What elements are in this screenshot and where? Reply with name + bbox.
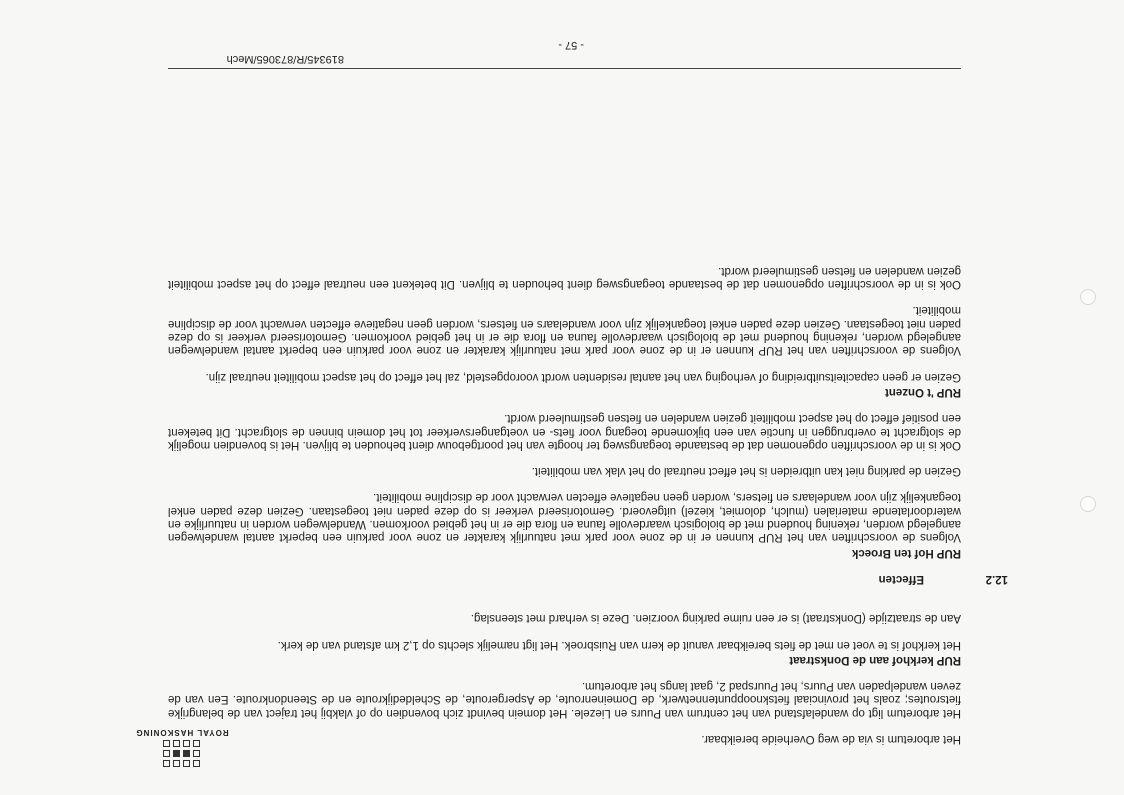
section-title: Effecten [878,572,924,585]
paragraph: Gezien de parking niet kan uitbreiden is het effect neutraal op het vlak van mobiliteit. [531,465,961,478]
subheading-hof-ten-broeck: RUP Hof ten Broeck [851,546,961,559]
section-heading [168,572,1008,585]
subheading-onzent: RUP 't Onzent [885,385,961,398]
footer-divider [168,68,961,69]
paragraph: Het arboretum ligt op wandelafstand van het centrum van Puurs en Liezele. Het domein bevindt zich bovendien op of vlakbij het traject van de belangrijke fietsroutes; zoals het provinciaal fietsknooppuntennetwerk, de Domeinenroute, de Aspergeroute, de Scheldedijkroute en de Steendonkroute. Een van de zeven wandelpaden van Puurs, het Puurspad 2, gaat langs het arboretum. [168,680,961,719]
paragraph: Aan de straatzijde (Donkstraat) is er een ruime parking voorzien. Deze is verhard met steenslag. [470,612,961,625]
paragraph: Ook is in de voorschriften opgenomen dat de bestaande toegangsweg ter hoogte van het poortgebouw dient behouden te blijven. Het is bovendien mogelijk de slotgracht te overbruggen in functie van een bijkomende toegang voor fiets- en voetgangersverkeer tot het domein binnen de slotgracht. Dit betekent een positief effect op het aspect mobiliteit gezien wandelen en fietsen gestimuleerd wordt. [168,412,961,451]
paragraph: Gezien er geen capaciteitsuitbreiding of verhoging van het aantal residenten wordt vooropgesteld, zal het effect op het aspect mobiliteit neutraal zijn. [205,370,961,383]
page-number: - 57 - [558,39,584,51]
punch-hole-icon [1080,496,1096,512]
paragraph: Het arboretum is via de weg Overheide bereikbaar. [701,733,961,745]
page-content [168,251,1008,745]
paragraph: Het kerkhof is te voet en met de fiets bereikbaar vanuit de kern van Ruisbroek. Het ligt namelijk slechts op 1,2 km afstand van de kerk. [277,638,961,651]
paragraph: Volgens de voorschriften van het RUP kunnen er in de zone voor park met natuurlijk karakter en zone voor parkuin een beperkt aantal wandelwegen aangelegd worden, rekening houdend met de biologisch waardevolle fauna en flora die er in het gebied voorkomen. Gemotoriseerd verkeer is op deze paden niet toegestaan. Gezien deze paden enkel toegankelijk zijn voor wandelaars en fietsers, worden geen negatieve effecten verwacht voor de discipline mobiliteit. [168,304,961,357]
subheading-kerkhof: RUP kerkhof aan de Donkstraat [789,653,961,666]
logo-text: ROYAL HASKONING [135,728,229,737]
paragraph: Volgens de voorschriften van het RUP kunnen er in de zone voor park met natuurlijk karakter en zone voor parkuin een beperkt aantal wandelwegen aangelegd worden, rekening houdend met de biologisch waardevolle fauna en flora die er in het gebied voorkomen. Wandelwegen worden in natuurlijke en waterdoorlatende materialen (mulch, dolomiet, kiezel) uitgevoerd. Gemotoriseerd verkeer is op deze paden niet toegestaan. Gezien deze paden enkel toegankelijk zijn voor wandelaars en fietsers, worden geen negatieve effecten verwacht voor de discipline mobiliteit. [168,491,961,544]
section-number: 12.2 [985,572,1008,585]
punch-hole-icon [1080,289,1096,305]
document-reference: 819345/R/873065/Mech [226,53,344,65]
paragraph: Ook is in de voorschriften opgenomen dat de bestaande toegangsweg dient behouden te blijven. Dit betekent een neutraal effect op het aspect mobiliteit gezien wandelen en fietsen gestimuleerd wordt. [168,264,961,291]
